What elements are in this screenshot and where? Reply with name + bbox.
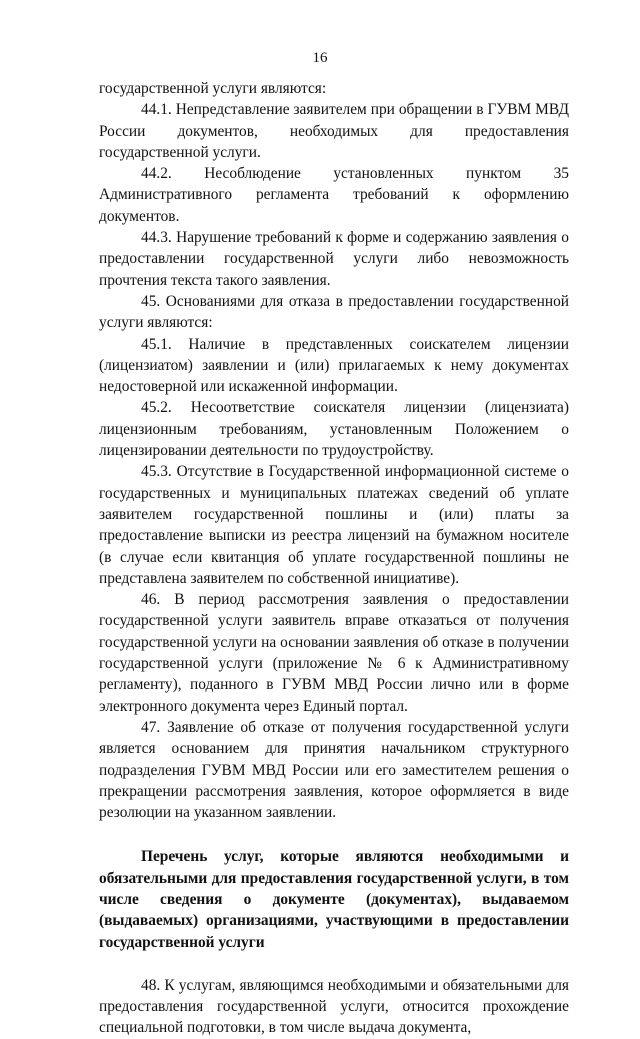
paragraph-45-1: 45.1. Наличие в представленных соискателем лицензии (лицензиатом) заявлении и (или) прилагаемых к нему документах недостоверной или искаженной информации.: [99, 335, 569, 396]
paragraph-44-1: 44.1. Непредставление заявителем при обращении в ГУВМ МВД России документов, необходимых для предоставления государственной услуги.: [99, 101, 569, 161]
paragraph-47: 47. Заявление об отказе от получения государственной услуги является основанием для принятия начальником структурного подразделения ГУВМ МВД России или его заместителем решения о прекращении рассмотрения заявления, которое оформляется в виде резолюции на указанном заявлении.: [99, 718, 569, 822]
paragraph-48: 48. К услугам, являющимся необходимыми и обязательными для предоставления государственной услуги, относится прохождение специальной подготовки, в том числе выдача документа,: [99, 976, 569, 1037]
paragraph-45: 45. Основаниями для отказа в предоставлении государственной услуги являются:: [99, 292, 569, 332]
paragraph-45-2: 45.2. Несоответствие соискателя лицензии (лицензиата) лицензионным требованиям, установленным Положением о лицензировании деятельности по трудоустройству.: [99, 399, 569, 460]
section-heading: Перечень услуг, которые являются необходимыми и обязательными для предоставления государственной услуги, в том числе сведения о документе (документах), выдаваемом (выдаваемых) организациями, участвующими в предоставлении государственной услуги: [99, 848, 569, 951]
page-number: 16: [312, 50, 328, 66]
document-body: [99, 78, 569, 1039]
paragraph-45-3: 45.3. Отсутствие в Государственной информационной системе о государственных и муниципальных платежах сведений об уплате заявителем государственной пошлины и (или) платы за предоставление выписки из реестра лицензий на бумажном носителе (в случае если квитанция об уплате государственной пошлины не представлена заявителем по собственной инициативе).: [99, 463, 569, 587]
paragraph-44-3: 44.3. Нарушение требований к форме и содержанию заявления о предоставлении государственной услуги либо невозможность прочтения текста такого заявления.: [99, 229, 569, 289]
paragraph-44-2: 44.2. Несоблюдение установленных пунктом 35 Административного регламента требований к оформлению документов.: [99, 165, 569, 225]
paragraph-continuation: государственной услуги являются:: [99, 80, 327, 97]
paragraph-46: 46. В период рассмотрения заявления о предоставлении государственной услуги заявитель вправе отказаться от получения государственной услуги на основании заявления об отказе в получении государственной услуги (приложение № 6 к Административному регламенту), поданного в ГУВМ МВД России лично или в форме электронного документа через Единый портал.: [99, 591, 569, 715]
